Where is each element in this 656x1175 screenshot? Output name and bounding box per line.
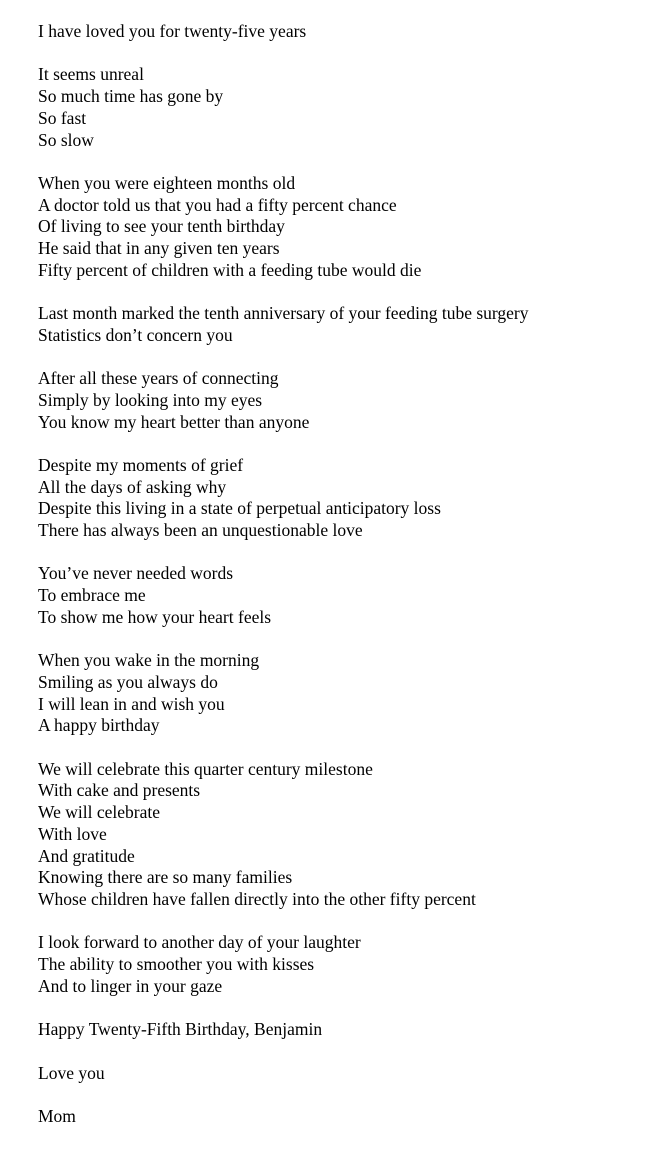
poem-line: Love you: [38, 1062, 105, 1083]
poem-stanza: [38, 303, 648, 346]
poem-line: With love: [38, 823, 107, 844]
poem-line: When you wake in the morning: [38, 650, 260, 671]
poem-line: You know my heart better than anyone: [38, 411, 310, 432]
poem-line: Despite this living in a state of perpetual anticipatory loss: [38, 498, 441, 519]
poem-line: The ability to smoother you with kisses: [38, 954, 315, 975]
poem-line: And to linger in your gaze: [38, 975, 223, 996]
poem-line: Last month marked the tenth anniversary of your feeding tube surgery: [38, 303, 529, 324]
poem-line: Fifty percent of children with a feeding tube would die: [38, 259, 422, 280]
poem-line: Whose children have fallen directly into the other fifty percent: [38, 889, 476, 909]
poem-line: A happy birthday: [38, 715, 160, 736]
poem-line: It seems unreal: [38, 64, 144, 85]
poem-line: I have loved you for twenty-five years: [38, 21, 307, 41]
poem-stanza: [38, 1106, 648, 1128]
poem-stanza: [38, 455, 648, 542]
poem-stanza: [38, 1063, 648, 1085]
poem-line: To show me how your heart feels: [38, 606, 272, 627]
poem-line: A doctor told us that you had a fifty percent chance: [38, 194, 397, 215]
poem-line: All the days of asking why: [38, 476, 227, 497]
poem-line: There has always been an unquestionable love: [38, 520, 363, 541]
poem-line: You’ve never needed words: [38, 563, 234, 584]
poem-stanza: [38, 650, 648, 737]
poem-line: Despite my moments of grief: [38, 454, 244, 475]
poem-line: Knowing there are so many families: [38, 867, 293, 888]
poem-line: So much time has gone by: [38, 86, 224, 107]
poem-line: Mom: [38, 1105, 76, 1126]
poem-stanza: [38, 368, 648, 433]
poem-line: Simply by looking into my eyes: [38, 389, 263, 410]
poem-line: I look forward to another day of your laughter: [38, 932, 361, 953]
poem-stanza: [38, 21, 648, 43]
poem-line: We will celebrate: [38, 802, 160, 823]
poem-line: With cake and presents: [38, 780, 201, 801]
poem-stanza: [38, 563, 648, 628]
poem-line: When you were eighteen months old: [38, 172, 296, 193]
poem-line: So fast: [38, 107, 87, 128]
poem-line: Of living to see your tenth birthday: [38, 216, 285, 237]
poem-line: He said that in any given ten years: [38, 238, 280, 258]
poem-stanza: [38, 173, 648, 282]
poem-line: To embrace me: [38, 585, 146, 606]
poem-document: [38, 21, 648, 1149]
poem-line: Statistics don’t concern you: [38, 324, 233, 345]
poem-line: Smiling as you always do: [38, 671, 218, 692]
poem-stanza: [38, 1019, 648, 1041]
poem-line: Happy Twenty-Fifth Birthday, Benjamin: [38, 1019, 323, 1040]
poem-line: We will celebrate this quarter century milestone: [38, 758, 373, 779]
poem-stanza: [38, 932, 648, 997]
poem-stanza: [38, 64, 648, 151]
poem-stanza: [38, 759, 648, 911]
poem-line: I will lean in and wish you: [38, 693, 225, 714]
poem-line: And gratitude: [38, 845, 135, 866]
poem-line: After all these years of connecting: [38, 368, 279, 389]
poem-line: So slow: [38, 129, 94, 150]
